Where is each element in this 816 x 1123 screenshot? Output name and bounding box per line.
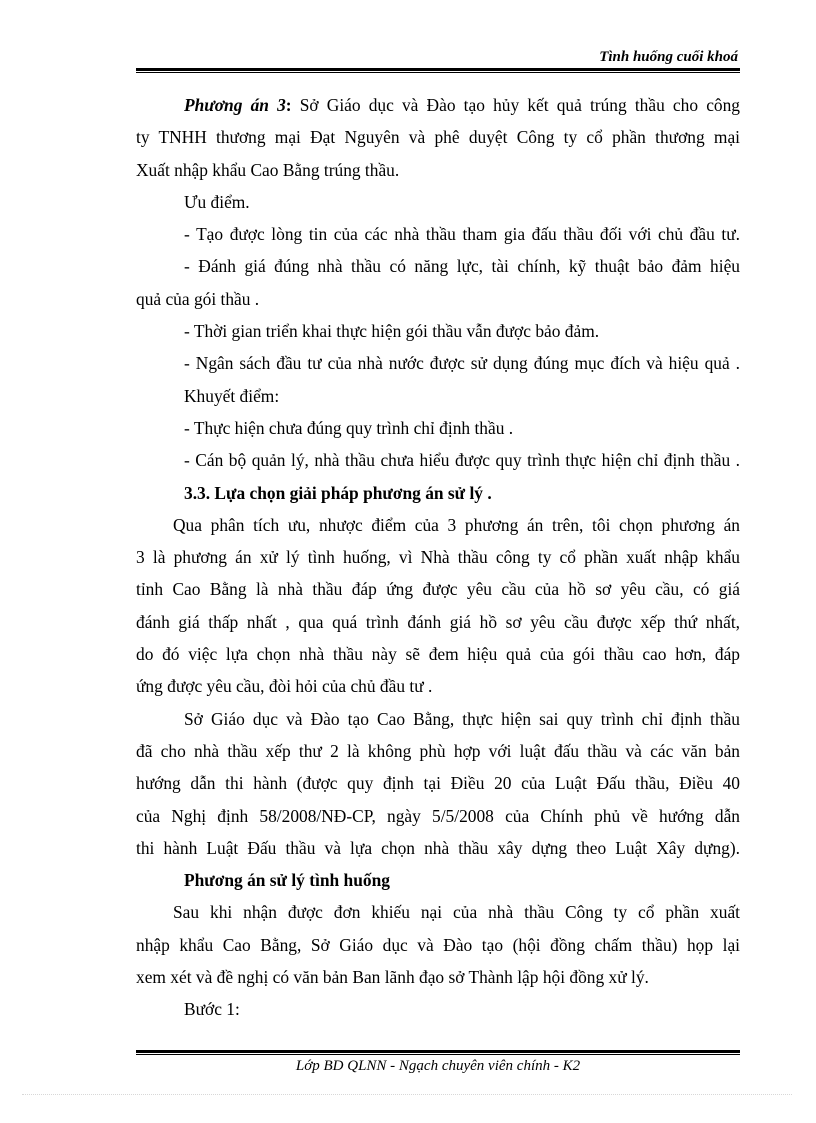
footer-rule-thin <box>136 1054 740 1055</box>
paragraph-line: ty TNHH thương mại Đạt Nguyên và phê duyệt Công ty cổ phần thương mại <box>136 127 740 148</box>
paragraph-line: ứng được yêu cầu, đòi hỏi của chủ đầu tư . <box>136 676 433 697</box>
list-item: - Cán bộ quản lý, nhà thầu chưa hiểu được quy trình thực hiện chỉ định thầu . <box>184 450 740 471</box>
paragraph-line: của Nghị định 58/2008/NĐ-CP, ngày 5/5/2008 của Chính phủ về hướng dẫn <box>136 805 740 826</box>
footer-rule-thick <box>136 1050 740 1053</box>
paragraph-line: thi hành Luật Đấu thầu và lựa chọn nhà thầu xây dựng theo Luật Xây dựng). <box>136 837 740 858</box>
option-label: Phương án 3 <box>184 95 286 115</box>
page-header-title: Tình huống cuối khoá <box>599 49 738 65</box>
list-item: - Thực hiện chưa đúng quy trình chỉ định thầu . <box>184 417 514 438</box>
paragraph-line: 3 là phương án xử lý tình huống, vì Nhà thầu công ty cổ phần xuất nhập khẩu <box>136 547 740 568</box>
paragraph-line: xem xét và đề nghị có văn bản Ban lãnh đạo sở Thành lập hội đồng xử lý. <box>136 967 649 988</box>
paragraph-line: Qua phân tích ưu, nhược điểm của 3 phương án trên, tôi chọn phương án <box>173 514 740 535</box>
document-body <box>136 89 740 1026</box>
paragraph-line: hướng dẫn thi hành (được quy định tại Điều 20 của Luật Đấu thầu, Điều 40 <box>136 773 740 794</box>
list-item: - Đánh giá đúng nhà thầu có năng lực, tài chính, kỹ thuật bảo đảm hiệu <box>184 256 740 277</box>
paragraph-line: Phương án 3: Sở Giáo dục và Đào tạo hủy kết quả trúng thầu cho công <box>184 95 740 115</box>
paragraph-line: đánh giá thấp nhất , qua quá trình đánh giá hồ sơ yêu cầu được xếp thứ nhất, <box>136 611 740 632</box>
paragraph-line: Sau khi nhận được đơn khiếu nại của nhà thầu Công ty cổ phần xuất <box>173 902 740 923</box>
page-edge-divider <box>22 1094 792 1095</box>
paragraph-line: tỉnh Cao Bằng là nhà thầu đáp ứng được yêu cầu của hồ sơ yêu cầu, có giá <box>136 579 740 600</box>
list-item: - Tạo được lòng tin của các nhà thầu tham gia đấu thầu đối với chủ đầu tư. <box>184 224 740 245</box>
list-item-continuation: quả của gói thầu . <box>136 288 260 309</box>
paragraph-line: Xuất nhập khẩu Cao Bằng trúng thầu. <box>136 159 400 180</box>
paragraph-line: do đó việc lựa chọn nhà thầu này sẽ đem hiệu quả của gói thầu cao hơn, đáp <box>136 644 740 665</box>
step-label: Bước 1: <box>184 999 240 1020</box>
advantages-heading: Ưu điểm. <box>184 191 250 212</box>
subheading: Phương án sử lý tình huống <box>184 870 390 891</box>
paragraph-line: đã cho nhà thầu xếp thư 2 là không phù hợp với luật đấu thầu và các văn bản <box>136 740 740 761</box>
paragraph-line: nhập khẩu Cao Bằng, Sở Giáo dục và Đào tạo (hội đồng chấm thầu) họp lại <box>136 934 740 955</box>
list-item: - Ngân sách đầu tư của nhà nước được sử dụng đúng mục đích và hiệu quả . <box>184 353 740 374</box>
section-heading: 3.3. Lựa chọn giải pháp phương án sử lý . <box>184 482 492 503</box>
header-rule-thick <box>136 68 740 71</box>
list-item: - Thời gian triển khai thực hiện gói thầu vẫn được bảo đảm. <box>184 321 600 342</box>
header-rule-thin <box>136 72 740 73</box>
page-footer-text: Lớp BD QLNN - Ngạch chuyên viên chính - K2 <box>295 1058 581 1074</box>
disadvantages-heading: Khuyết điểm: <box>184 385 280 406</box>
paragraph-line: Sở Giáo dục và Đào tạo Cao Bằng, thực hiện sai quy trình chỉ định thầu <box>184 708 740 729</box>
